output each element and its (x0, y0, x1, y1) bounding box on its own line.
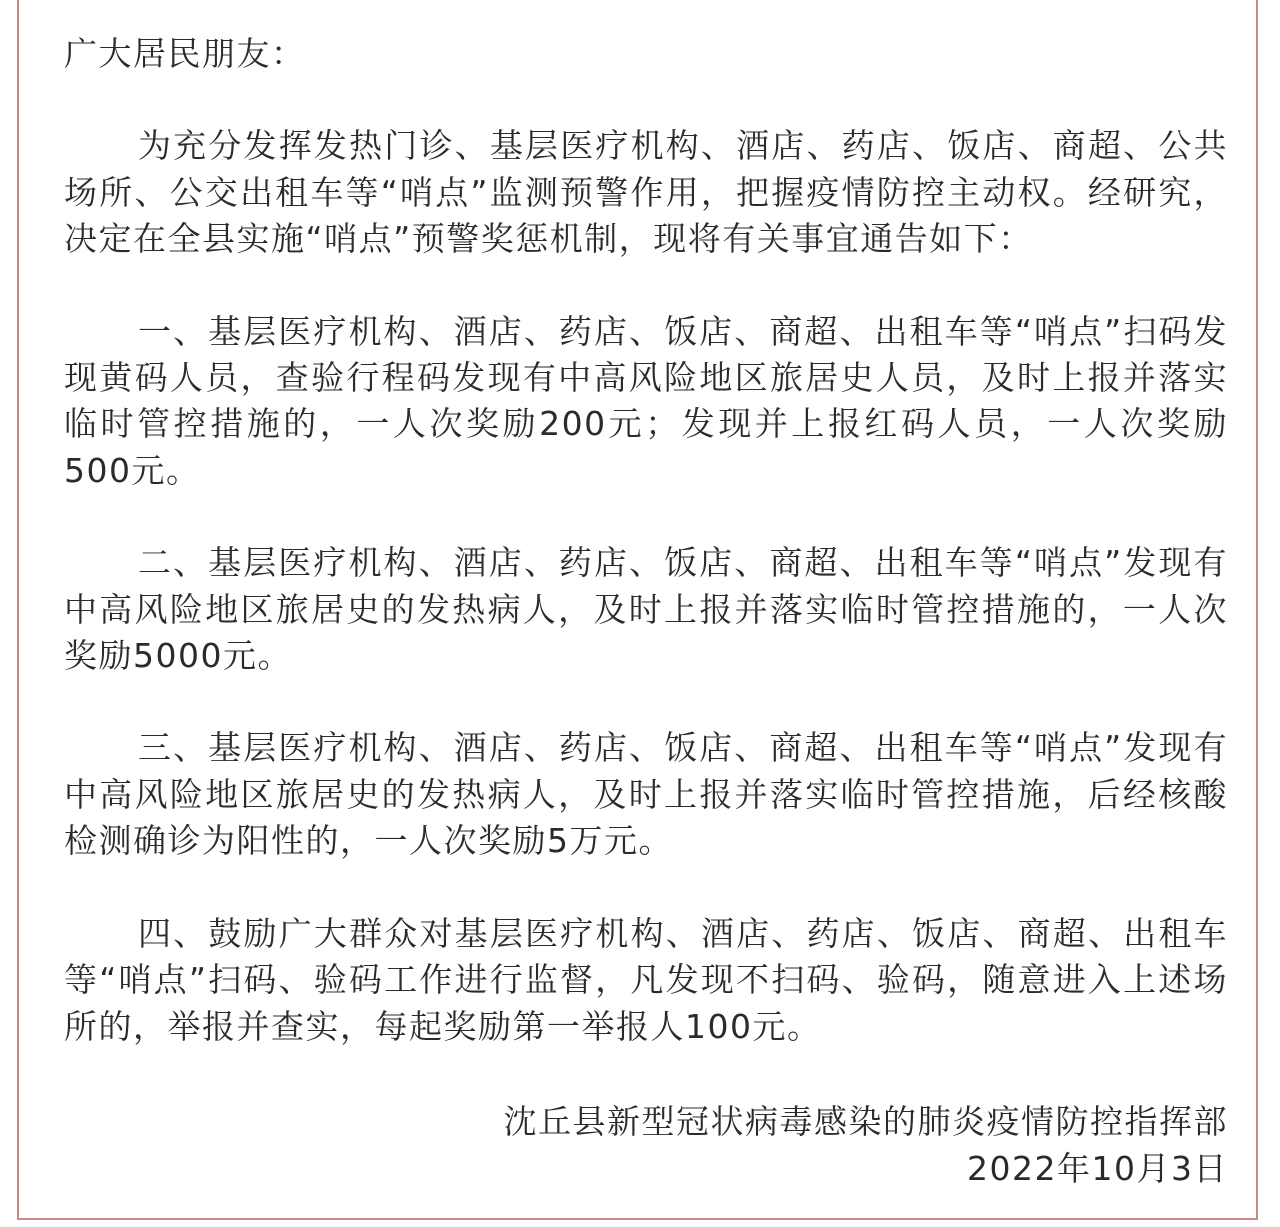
paragraph-item-2: 二、基层医疗机构、酒店、药店、饭店、商超、出租车等“哨点”发现有中高风险地区旅居史的发热病人，及时上报并落实临时管控措施的，一人次奖励5000元。 (64, 543, 1228, 676)
paragraph-item-4: 四、鼓励广大群众对基层医疗机构、酒店、药店、饭店、商超、出租车等“哨点”扫码、验码工作进行监督，凡发现不扫码、验码，随意进入上述场所的，举报并查实，每起奖励第一举报人100元。 (64, 913, 1228, 1046)
paragraph-item-1: 一、基层医疗机构、酒店、药店、饭店、商超、出租车等“哨点”扫码发现黄码人员，查验行程码发现有中高风险地区旅居史人员，及时上报并落实临时管控措施的，一人次奖励200元；发现并上报红码人员，一人次奖励500元。 (64, 311, 1228, 490)
signature-organization: 沈丘县新型冠状病毒感染的肺炎疫情防控指挥部 (503, 1102, 1228, 1141)
greeting: 广大居民朋友： (64, 34, 306, 73)
paragraph-item-3: 三、基层医疗机构、酒店、药店、饭店、商超、出租车等“哨点”发现有中高风险地区旅居史的发热病人，及时上报并落实临时管控措施，后经核酸检测确诊为阳性的，一人次奖励5万元。 (64, 728, 1228, 861)
notice-body (64, 31, 1228, 1188)
paragraph-intro: 为充分发挥发热门诊、基层医疗机构、酒店、药店、饭店、商超、公共场所、公交出租车等“哨点”监测预警作用，把握疫情防控主动权。经研究，决定在全县实施“哨点”预警奖惩机制，现将有关事宜通告如下： (64, 126, 1228, 259)
signature-date: 2022年10月3日 (967, 1149, 1228, 1188)
